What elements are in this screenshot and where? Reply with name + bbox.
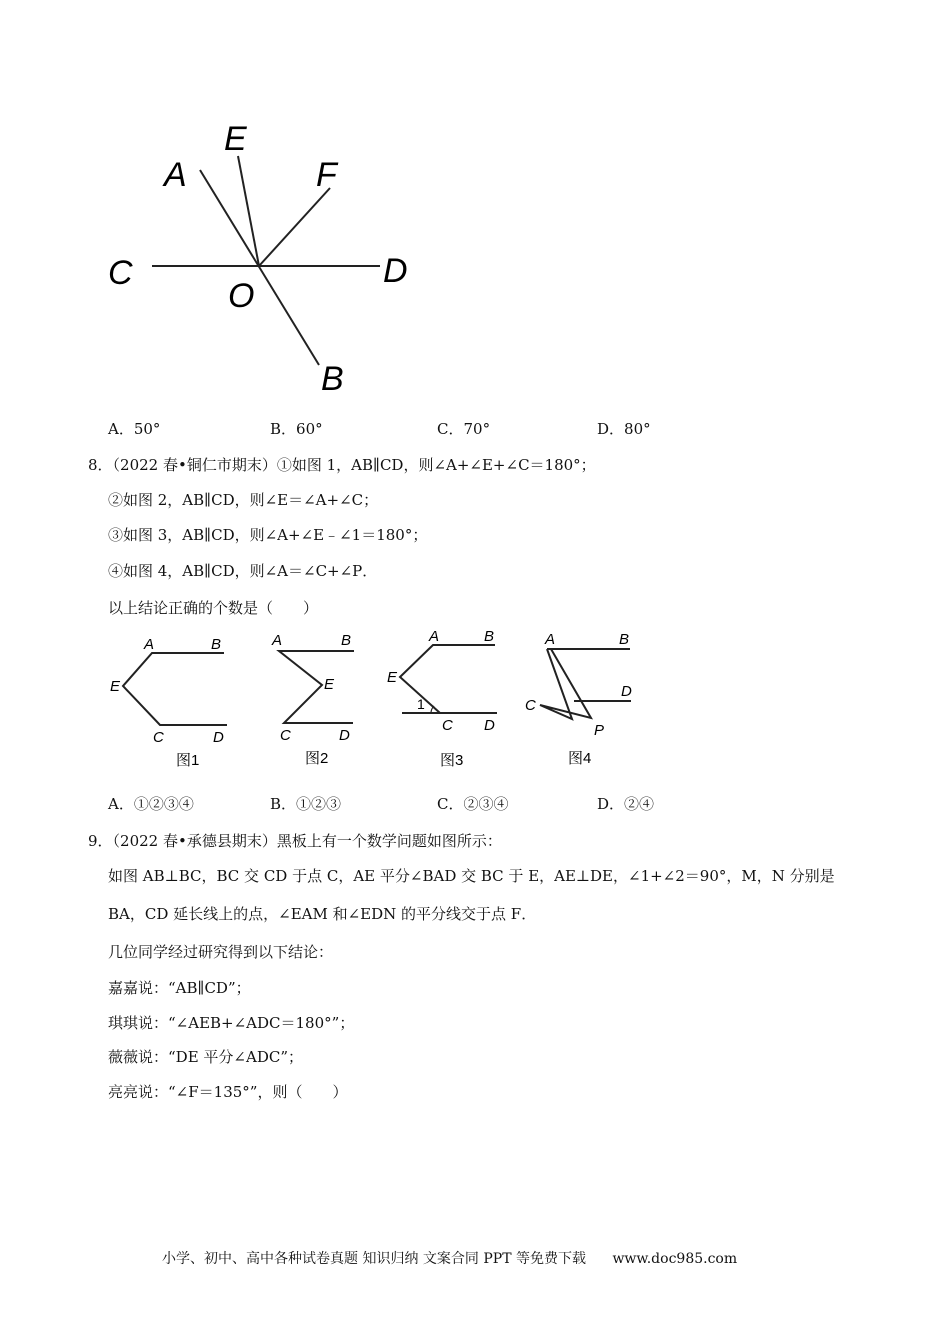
fig3-label-c: C (442, 717, 453, 734)
fig2-label-a: A (272, 632, 283, 649)
label-e: E (224, 120, 247, 158)
q7-option-b[interactable]: B．60° (270, 420, 323, 438)
q7-option-c[interactable]: C．70° (437, 420, 491, 438)
q8-source: （2022 春•铜仁市期末） (112, 456, 277, 474)
fig2-label-b: B (341, 632, 352, 649)
fig3-angle-arc (431, 706, 434, 713)
fig2-label-c: C (280, 727, 291, 744)
footer-url[interactable]: www.doc985.com (612, 1251, 738, 1267)
q8-statement-1: ①如图 1，AB∥CD，则∠A+∠E+∠C＝180°； (276, 456, 596, 474)
q9-claim-3: 薇薇说：“DE 平分∠ADC”； (108, 1048, 303, 1066)
q9-title-tail: 黑板上有一个数学问题如图所示： (276, 832, 502, 850)
figure-3 (387, 628, 497, 769)
ray-oa-ob (200, 170, 319, 365)
fig4-label-d: D (621, 683, 632, 700)
fig1-label-b: B (211, 636, 222, 653)
q9-number: 9． (88, 832, 113, 850)
label-f: F (316, 156, 337, 194)
q7-option-d[interactable]: D．80° (597, 420, 651, 438)
q9-source: （2022 春•承德县期末） (112, 832, 277, 850)
figure-4 (525, 631, 632, 767)
footer (162, 1248, 737, 1268)
q8-option-a[interactable]: A．①②③④ (108, 795, 194, 813)
label-a: A (164, 156, 187, 194)
fig1-label-a: A (144, 636, 155, 653)
figure-2 (271, 632, 354, 767)
fig3-label-b: B (484, 628, 495, 645)
q8-option-d[interactable]: D．②④ (597, 795, 655, 813)
fig3-label-1: 1 (417, 696, 425, 712)
fig4-label-c: C (525, 697, 536, 714)
label-b: B (321, 360, 344, 398)
q8-option-c[interactable]: C．②③④ (437, 795, 509, 813)
q9-claim-1: 嘉嘉说：“AB∥CD”； (108, 979, 251, 997)
q9-body-1: 如图 AB⊥BC，BC 交 CD 于点 C，AE 平分∠BAD 交 BC 于 E，AE⊥DE，∠1+∠2＝90°，M，N 分别是 (108, 867, 835, 885)
q8-line1 (88, 454, 596, 475)
label-c: C (108, 254, 133, 292)
q8-statement-2: ②如图 2，AB∥CD，则∠E＝∠A+∠C； (108, 491, 379, 509)
fig1-label-e: E (110, 678, 121, 695)
fig3-label-a: A (429, 628, 440, 645)
footer-text: 小学、初中、高中各种试卷真题 知识归纳 文案合同 PPT 等免费下载 (162, 1251, 586, 1267)
fig4-zigzag (540, 649, 591, 719)
q9-title (88, 830, 502, 851)
fig3-label-d: D (484, 717, 495, 734)
fig3-caption: 图3 (440, 752, 464, 769)
fig1-caption: 图1 (176, 752, 200, 769)
fig1-lines (123, 653, 227, 725)
q8-option-b[interactable]: B．①②③ (270, 795, 342, 813)
q8-figures (100, 625, 660, 775)
q7-option-a[interactable]: A．50° (108, 420, 161, 438)
fig4-label-p: P (594, 722, 605, 739)
label-d: D (383, 252, 408, 290)
fig2-label-e: E (324, 676, 335, 693)
fig2-caption: 图2 (305, 750, 329, 767)
fig1-label-d: D (213, 729, 224, 746)
fig4-label-a: A (545, 631, 556, 648)
q9-claim-4: 亮亮说：“∠F＝135°”，则（ ） (108, 1083, 348, 1101)
q9-body-2: BA，CD 延长线上的点，∠EAM 和∠EDN 的平分线交于点 F． (108, 905, 537, 923)
ray-of (259, 188, 330, 266)
q8-statement-4: ④如图 4，AB∥CD，则∠A＝∠C+∠P． (108, 562, 378, 580)
q8-statement-3: ③如图 3，AB∥CD，则∠A+∠E﹣∠1＝180°； (108, 526, 428, 544)
q9-claim-2: 琪琪说：“∠AEB+∠ADC＝180°”； (108, 1014, 355, 1032)
fig4-label-b: B (619, 631, 630, 648)
angle-figure (100, 110, 430, 410)
figure-1 (110, 636, 227, 769)
q8-number: 8． (88, 456, 113, 474)
label-o: O (228, 277, 255, 315)
q9-intro: 几位同学经过研究得到以下结论： (108, 943, 334, 961)
fig3-label-e: E (387, 669, 398, 686)
fig2-label-d: D (339, 727, 350, 744)
fig3-upper (400, 645, 495, 713)
fig1-label-c: C (153, 729, 164, 746)
fig2-lines (279, 651, 354, 723)
q8-prompt: 以上结论正确的个数是（ ） (108, 599, 319, 617)
fig4-caption: 图4 (568, 750, 592, 767)
